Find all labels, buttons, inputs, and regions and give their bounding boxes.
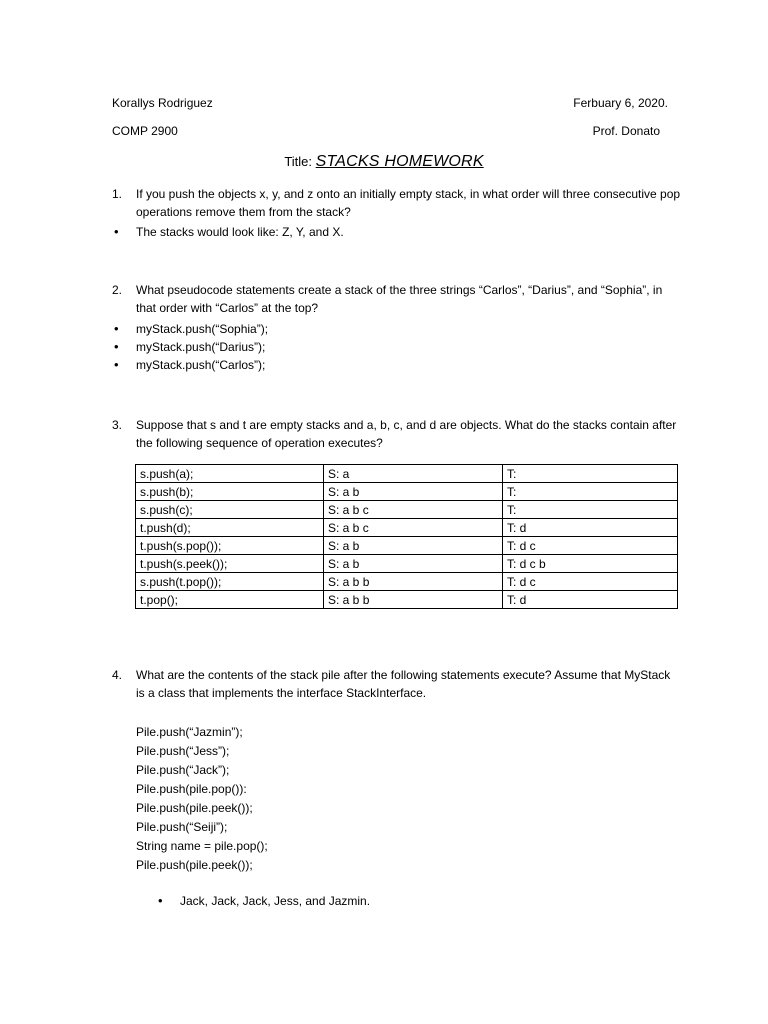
table-cell-s: S: a b [324, 537, 503, 555]
code-line: Pile.push(pile.pop()): [136, 782, 247, 796]
table-row [136, 573, 678, 591]
table-row [136, 483, 678, 501]
q4-answer-list [156, 892, 370, 910]
question-text: What pseudocode statements create a stack of the three strings “Carlos”, “Darius”, and “Sophia”, in that order with “Carlos” at the top? [136, 283, 663, 315]
table-cell-t: T: d [503, 591, 678, 609]
table-row [136, 501, 678, 519]
table-cell-t: T: [503, 483, 678, 501]
table-cell-s: S: a b c [324, 519, 503, 537]
list-item: • Jack, Jack, Jack, Jess, and Jazmin. [156, 892, 370, 910]
stack-operations-table [135, 464, 678, 609]
q4-code-block [136, 723, 268, 875]
q1-answer-list [112, 223, 344, 241]
question-text: If you push the objects x, y, and z onto an initially empty stack, in what order will three consecutive pop operations remove them from the stack? [136, 187, 681, 219]
title-label: Title: [284, 154, 313, 169]
table-cell-s: S: a [324, 465, 503, 483]
table-cell-t: T: [503, 465, 678, 483]
assignment-date: Ferbuary 6, 2020. [573, 96, 668, 110]
question-2 [112, 281, 682, 317]
question-text: Suppose that s and t are empty stacks and a, b, c, and d are objects. What do the stacks contain after the following sequence of operation executes? [136, 418, 677, 450]
list-item: • myStack.push(“Darius”); [112, 338, 268, 356]
course-code: COMP 2900 [112, 124, 178, 138]
code-line: Pile.push(“Seiji”); [136, 820, 228, 834]
table-row [136, 519, 678, 537]
code-line: Pile.push(“Jazmin”); [136, 725, 243, 739]
table-cell-operation: s.push(c); [136, 501, 324, 519]
table-cell-operation: s.push(t.pop()); [136, 573, 324, 591]
question-number: 2. [112, 283, 123, 297]
question-1 [112, 185, 682, 221]
code-line: Pile.push(pile.peek()); [136, 858, 253, 872]
table-cell-t: T: d c [503, 573, 678, 591]
question-number: 1. [112, 187, 123, 201]
table-row [136, 591, 678, 609]
code-line: Pile.push(pile.peek()); [136, 801, 253, 815]
question-4 [112, 666, 682, 702]
table-cell-s: S: a b b [324, 573, 503, 591]
table-cell-operation: t.push(s.pop()); [136, 537, 324, 555]
code-line: Pile.push(“Jess”); [136, 744, 230, 758]
q2-answer-list [112, 320, 268, 374]
document-title [0, 153, 768, 171]
table-cell-t: T: [503, 501, 678, 519]
table-cell-operation: t.pop(); [136, 591, 324, 609]
table-cell-operation: s.push(a); [136, 465, 324, 483]
question-number: 4. [112, 668, 123, 682]
code-line: Pile.push(“Jack”); [136, 763, 230, 777]
table-row [136, 537, 678, 555]
student-name: Korallys Rodriguez [112, 96, 213, 110]
table-cell-t: T: d c b [503, 555, 678, 573]
table-cell-operation: t.push(s.peek()); [136, 555, 324, 573]
title-value: STACKS HOMEWORK [315, 153, 484, 170]
question-text: What are the contents of the stack pile after the following statements execute? Assume that MyStack is a class that implements the interface StackInterface. [136, 668, 671, 700]
table-cell-s: S: a b c [324, 501, 503, 519]
table-cell-s: S: a b [324, 483, 503, 501]
professor-name: Prof. Donato [592, 124, 660, 138]
table-cell-s: S: a b [324, 555, 503, 573]
table-row [136, 555, 678, 573]
table-cell-operation: s.push(b); [136, 483, 324, 501]
table-cell-s: S: a b b [324, 591, 503, 609]
question-3 [112, 416, 682, 452]
table-cell-t: T: d [503, 519, 678, 537]
question-number: 3. [112, 418, 123, 432]
list-item: • The stacks would look like: Z, Y, and X. [112, 223, 344, 241]
code-line: String name = pile.pop(); [136, 839, 268, 853]
table-row [136, 465, 678, 483]
list-item: • myStack.push(“Sophia”); [112, 320, 268, 338]
table-cell-t: T: d c [503, 537, 678, 555]
list-item: • myStack.push(“Carlos”); [112, 356, 268, 374]
table-cell-operation: t.push(d); [136, 519, 324, 537]
